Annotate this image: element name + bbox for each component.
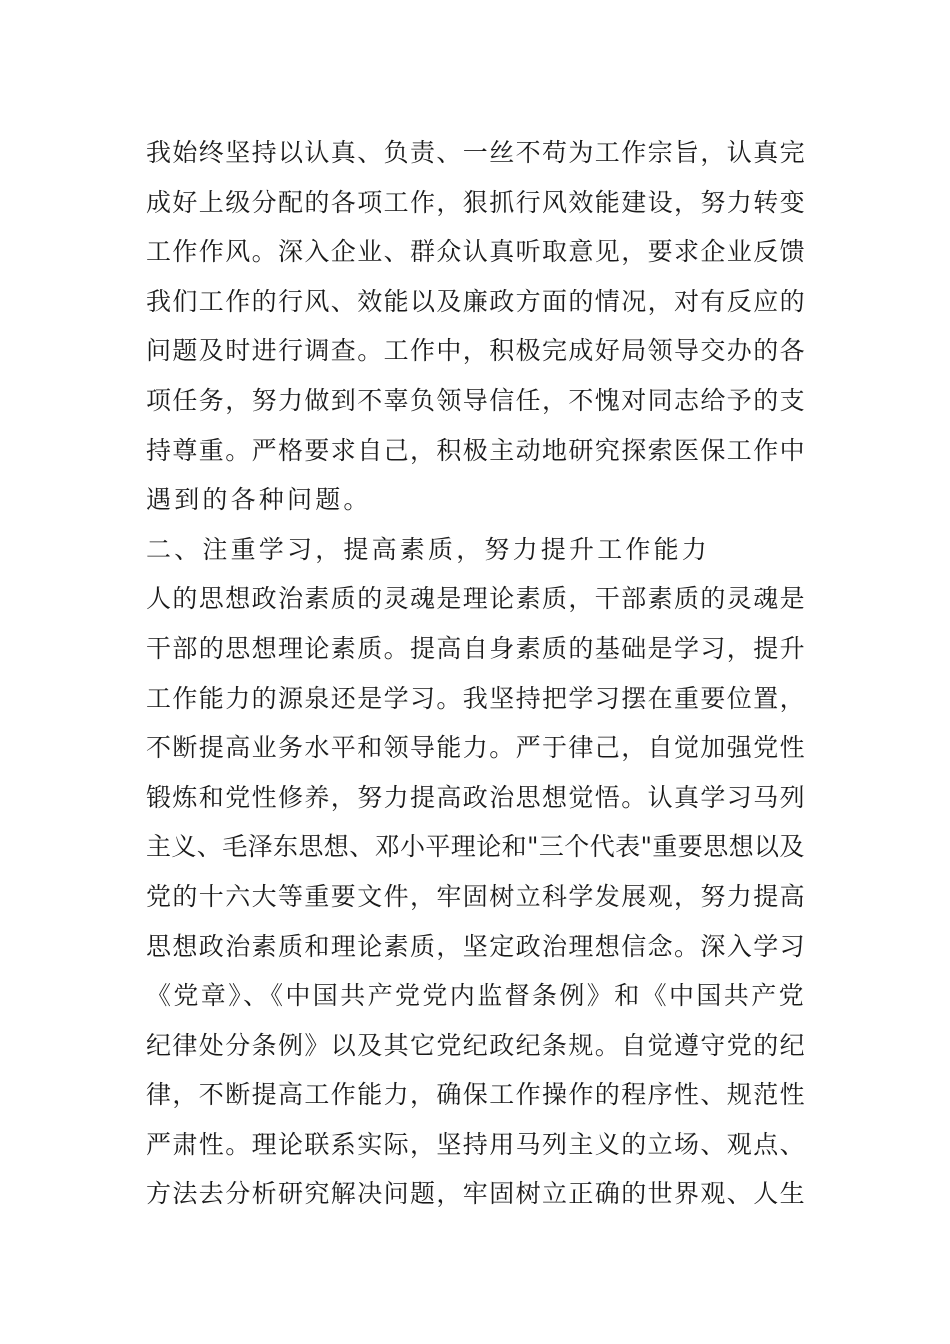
paragraph-line: 方法去分析研究解决问题，牢固树立正确的世界观、人生 <box>146 1179 807 1209</box>
paragraph-line: 主义、毛泽东思想、邓小平理论和"三个代表"重要思想以及 <box>146 832 805 862</box>
paragraph-line: 遇到的各种问题。 <box>146 485 372 515</box>
paragraph-line: 《党章》、《中国共产党党内监督条例》和《中国共产党 <box>146 981 807 1011</box>
paragraph-line: 人的思想政治素质的灵魂是理论素质，干部素质的灵魂是 <box>146 584 807 614</box>
paragraph-line: 工作能力的源泉还是学习。我坚持把学习摆在重要位置， <box>146 683 807 713</box>
paragraph-line: 我们工作的行风、效能以及廉政方面的情况，对有反应的 <box>146 286 807 316</box>
paragraph-line: 不断提高业务水平和领导能力。严于律己，自觉加强党性 <box>146 733 807 763</box>
paragraph-line: 持尊重。严格要求自己，积极主动地研究探索医保工作中 <box>146 435 807 465</box>
paragraph-line: 锻炼和党性修养，努力提高政治思想觉悟。认真学习马列 <box>146 782 807 812</box>
paragraph-line: 纪律处分条例》以及其它党纪政纪条规。自觉遵守党的纪 <box>146 1030 807 1060</box>
paragraph-line: 项任务，努力做到不辜负领导信任，不愧对同志给予的支 <box>146 385 807 415</box>
section-heading: 二、注重学习，提高素质，努力提升工作能力 <box>146 534 711 564</box>
paragraph-line: 工作作风。深入企业、群众认真听取意见，要求企业反馈 <box>146 237 807 267</box>
paragraph-line: 律，不断提高工作能力，确保工作操作的程序性、规范性 <box>146 1080 807 1110</box>
paragraph-line: 严肃性。理论联系实际，坚持用马列主义的立场、观点、 <box>146 1129 807 1159</box>
paragraph-line: 问题及时进行调查。工作中，积极完成好局领导交办的各 <box>146 336 807 366</box>
paragraph-line: 成好上级分配的各项工作，狠抓行风效能建设，努力转变 <box>146 187 807 217</box>
paragraph-line: 思想政治素质和理论素质，坚定政治理想信念。深入学习 <box>146 931 807 961</box>
paragraph-line: 党的十六大等重要文件，牢固树立科学发展观，努力提高 <box>146 881 807 911</box>
paragraph-line: 我始终坚持以认真、负责、一丝不苟为工作宗旨，认真完 <box>146 138 807 167</box>
document-body <box>146 128 806 1219</box>
paragraph-line: 干部的思想理论素质。提高自身素质的基础是学习，提升 <box>146 633 807 663</box>
